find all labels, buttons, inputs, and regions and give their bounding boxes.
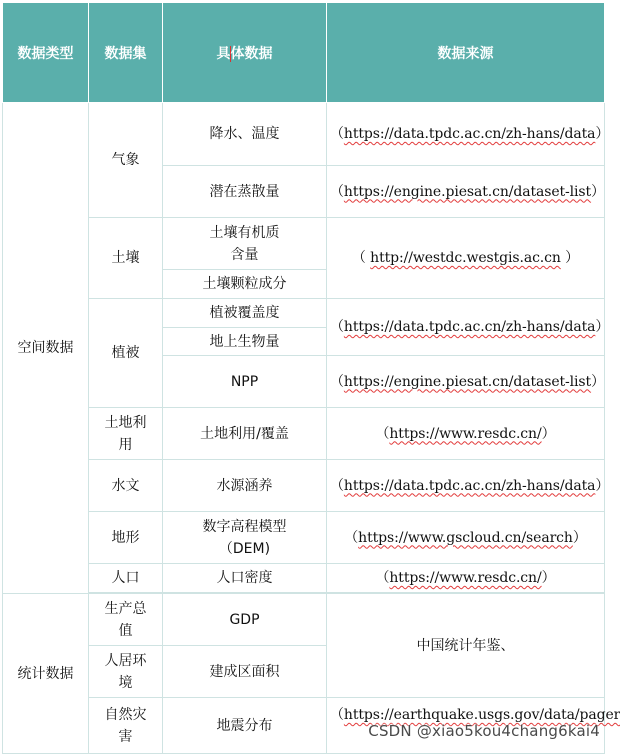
dataset-cell <box>89 698 163 754</box>
detail-line: （DEM) <box>218 540 271 557</box>
dataset-line: 用 <box>118 436 133 453</box>
source-cell: （https://data.tpdc.ac.cn/zh-hans/data） <box>327 460 605 512</box>
source-cell: 中国统计年鉴、 <box>327 594 605 698</box>
table-header-row <box>3 3 605 103</box>
source-cell: （https://engine.piesat.cn/dataset-list） <box>327 356 605 408</box>
dataset-line: 害 <box>118 728 133 745</box>
dataset-line: 生产总 <box>104 600 147 617</box>
detail-cell: 地震分布 <box>163 698 327 754</box>
data-source-table <box>2 2 620 754</box>
table-row <box>3 512 605 564</box>
header-detail-a: 具 <box>216 45 231 62</box>
dataset-cell: 土壤 <box>89 218 163 299</box>
detail-cell: 人口密度 <box>163 564 327 593</box>
source-link[interactable]: https://www.resdc.cn/ <box>389 425 542 442</box>
dataset-line: 值 <box>118 622 133 639</box>
detail-cell: 降水、温度 <box>163 103 327 166</box>
detail-cell <box>163 512 327 564</box>
table-row <box>3 564 605 593</box>
dataset-cell <box>89 594 163 646</box>
source-cell: （https://www.resdc.cn/） <box>327 408 605 460</box>
detail-cell: GDP <box>163 594 327 646</box>
type-cell-spatial: 空间数据 <box>3 103 89 594</box>
dataset-cell <box>89 408 163 460</box>
detail-cell: 建成区面积 <box>163 646 327 698</box>
dataset-line: 土地利 <box>104 414 147 431</box>
header-source: 数据来源 <box>327 3 605 103</box>
table-row <box>3 408 605 460</box>
detail-cell: 地上生物量 <box>163 328 327 356</box>
source-link[interactable]: https://www.resdc.cn/ <box>389 570 542 586</box>
detail-cell: 水源涵养 <box>163 460 327 512</box>
detail-cell: 潜在蒸散量 <box>163 166 327 218</box>
detail-line: 含量 <box>230 246 259 263</box>
dataset-cell: 气象 <box>89 103 163 218</box>
detail-cell: NPP <box>163 356 327 408</box>
detail-cell: 土地利用/覆盖 <box>163 408 327 460</box>
header-detail-b: 体数据 <box>230 45 273 62</box>
dataset-line: 境 <box>118 674 133 691</box>
table-row <box>3 218 605 270</box>
header-data-type: 数据类型 <box>3 3 89 103</box>
dataset-cell <box>89 646 163 698</box>
dataset-cell: 地形 <box>89 512 163 564</box>
source-link[interactable]: https://data.tpdc.ac.cn/zh-hans/data <box>343 319 596 335</box>
source-cell: （https://data.tpdc.ac.cn/zh-hans/data） <box>327 103 605 166</box>
source-cell: （https://data.tpdc.ac.cn/zh-hans/data） <box>327 299 605 356</box>
dataset-cell: 水文 <box>89 460 163 512</box>
detail-cell <box>163 218 327 270</box>
detail-cell: 植被覆盖度 <box>163 299 327 328</box>
table-row <box>3 594 605 646</box>
table-row <box>3 460 605 512</box>
source-link[interactable]: https://engine.piesat.cn/dataset-list <box>343 373 592 390</box>
table-row <box>3 103 605 166</box>
source-cell: （https://engine.piesat.cn/dataset-list） <box>327 166 605 218</box>
source-link[interactable]: https://earthquake.usgs.gov/data/pager <box>343 707 620 723</box>
header-detail <box>163 3 327 103</box>
source-cell: （https://www.gscloud.cn/search） <box>327 512 605 564</box>
dataset-line: 人居环 <box>104 652 147 669</box>
detail-cell: 土壤颗粒成分 <box>163 270 327 299</box>
source-link[interactable]: https://www.gscloud.cn/search <box>358 529 573 546</box>
source-link[interactable]: http://westdc.westgis.ac.cn <box>370 250 561 266</box>
source-link[interactable]: https://data.tpdc.ac.cn/zh-hans/data <box>343 477 596 494</box>
source-cell: （ http://westdc.westgis.ac.cn ） <box>327 218 605 299</box>
table-row <box>3 299 605 328</box>
source-link[interactable]: https://engine.piesat.cn/dataset-list <box>343 183 592 200</box>
csdn-watermark: CSDN @xiao5kou4chang6kai4 <box>368 722 600 740</box>
type-cell-statistics: 统计数据 <box>3 594 89 754</box>
detail-line: 数字高程模型 <box>202 518 287 535</box>
detail-line: 土壤有机质 <box>209 224 280 241</box>
dataset-line: 自然灾 <box>104 706 147 723</box>
source-cell: （https://www.resdc.cn/） <box>327 564 605 593</box>
dataset-cell: 植被 <box>89 299 163 408</box>
source-link[interactable]: https://data.tpdc.ac.cn/zh-hans/data <box>343 126 596 142</box>
dataset-cell: 人口 <box>89 564 163 593</box>
header-dataset: 数据集 <box>89 3 163 103</box>
source-cell: （https://earthquake.usgs.gov/data/pager <box>327 698 605 754</box>
